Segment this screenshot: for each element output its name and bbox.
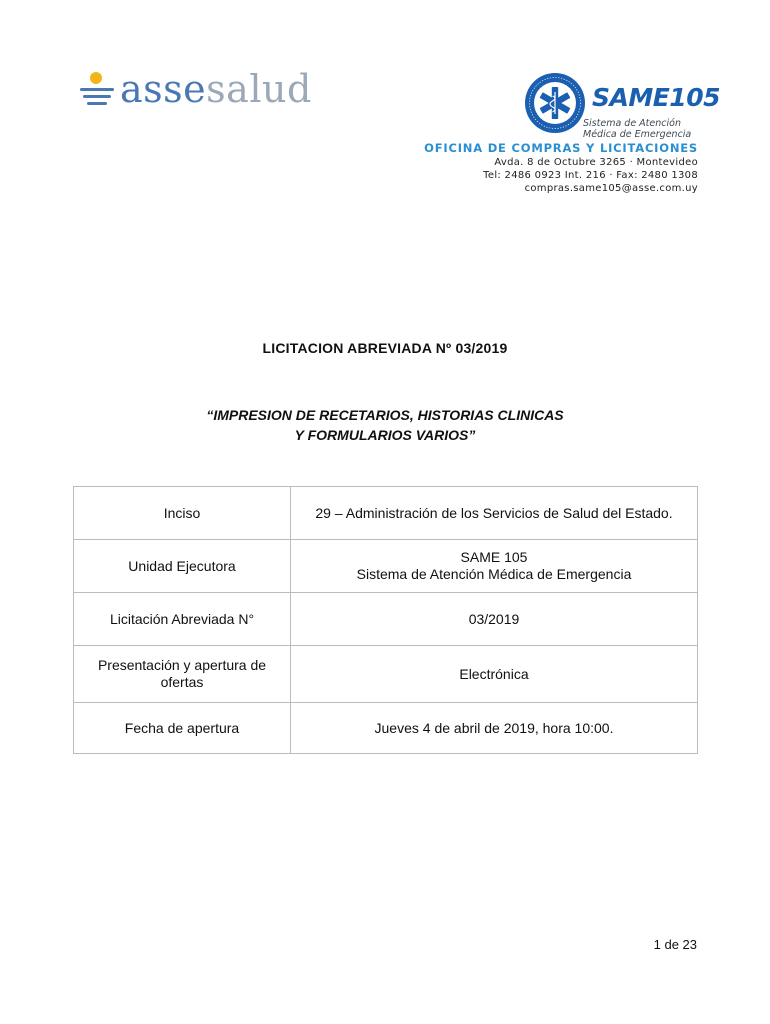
row-label-inciso: Inciso	[74, 487, 291, 540]
same-logo-subtitle	[583, 118, 703, 140]
document-title: LICITACION ABREVIADA Nº 03/2019	[262, 340, 508, 356]
document-subtitle-line2: Y FORMULARIOS VARIOS”	[294, 427, 476, 443]
row-value-licitacion: 03/2019	[291, 593, 698, 646]
asse-wordmark	[120, 64, 312, 114]
row-label-licitacion: Licitación Abreviada N°	[74, 593, 291, 646]
row-value-presentacion: Electrónica	[291, 646, 698, 703]
row-label-unidad-ejecutora: Unidad Ejecutora	[74, 540, 291, 593]
row-value-unidad-ejecutora	[291, 540, 698, 593]
table-row	[74, 593, 698, 646]
office-email: compras.same105@asse.com.uy	[524, 183, 698, 194]
star-of-life-icon	[524, 72, 586, 134]
row-value-fecha-apertura: Jueves 4 de abril de 2019, hora 10:00.	[291, 703, 698, 754]
page-number: 1 de 23	[653, 937, 697, 952]
table-row	[74, 646, 698, 703]
office-contact-block	[424, 141, 698, 195]
unidad-ejecutora-line2: Sistema de Atención Médica de Emergencia	[356, 566, 632, 582]
same-subtitle-line2: Médica de Emergencia	[583, 129, 692, 140]
row-label-fecha-apertura: Fecha de apertura	[74, 703, 291, 754]
row-value-inciso: 29 – Administración de los Servicios de Salud del Estado.	[291, 487, 698, 540]
asse-sun-waves-icon	[80, 68, 120, 110]
asse-wordmark-salud: salud	[206, 67, 312, 111]
document-subtitle-line1: “IMPRESION DE RECETARIOS, HISTORIAS CLINICAS	[206, 407, 564, 423]
unidad-ejecutora-line1: SAME 105	[460, 549, 528, 565]
table-row	[74, 703, 698, 754]
office-name: OFICINA DE COMPRAS Y LICITACIONES	[424, 141, 698, 155]
office-address: Avda. 8 de Octubre 3265 · Montevideo	[494, 157, 698, 168]
same-logo-title: SAME105	[592, 83, 720, 112]
same-subtitle-line1: Sistema de Atención	[583, 118, 681, 129]
asse-wordmark-asse: asse	[120, 67, 207, 111]
office-phone: Tel: 2486 0923 Int. 216 · Fax: 2480 1308	[483, 170, 698, 181]
table-row	[74, 540, 698, 593]
presentacion-label-line2: ofertas	[160, 674, 204, 690]
table-row	[74, 487, 698, 540]
presentacion-label-line1: Presentación y apertura de	[97, 657, 267, 673]
document-subtitle	[0, 405, 770, 445]
tender-info-table	[73, 486, 698, 754]
row-label-presentacion	[74, 646, 291, 703]
